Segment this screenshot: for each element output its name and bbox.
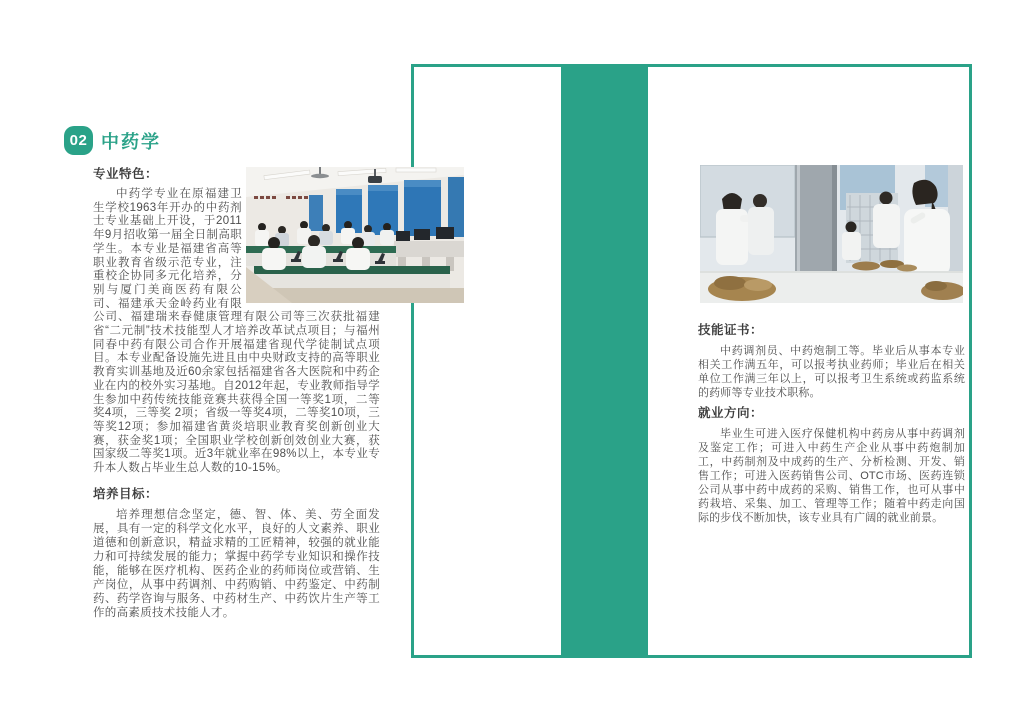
section-heading-features: 专业特色： <box>93 167 159 181</box>
right-text-column <box>698 322 965 530</box>
features-paragraph: 中药学专业在原福建卫生学校1963年开办的中药剂士专业基础上开设，于2011年9月招收第一届全日制高职学生。本专业是福建省高等职业教育省级示范专业，注重校企协同多元化培养，分别与厦门美商医药有限公司、福建承天金岭药业有限公司、福建瑞来春健康管理有限公司等三次获批福建省“二元制”技术技能型人才培养改革试点项目；与福州同春中药有限公司合作开展福建省现代学徒制试点项目。本专业配备设施先进且由中央财政支持的高等职业教育实训基地及近60余家包括福建省各大医院和中药企业在内的校外实习基地。自2012年起，专业教师指导学生参加中药传统技能竞赛共获得全国一等奖1项，二等奖4项，三等奖 2项；省级一等奖4项，二等奖10项，三等奖12项；参加福建省黄炎培职业教育奖创新创业大赛，获金奖1项；全国职业学校创新创效创业大赛，获国家级二等奖1项。近3年就业率在98%以上，本专业专升本人数占毕业生总人数的10-15%。 <box>93 188 380 475</box>
stainless-column <box>795 165 837 277</box>
section-heading-certificates: 技能证书： <box>698 323 764 337</box>
page-title: 中药学 <box>101 132 161 152</box>
lab-photo <box>700 165 963 303</box>
goals-paragraph: 培养理想信念坚定，德、智、体、美、劳全面发展，具有一定的科学文化水平，良好的人文素养、职业道德和创新意识，精益求精的工匠精神，较强的就业能力和可持续发展的能力；掌握中药学专业知识和操作技能，能够在医疗机构、医药企业的药师岗位或营销、生产岗位，从事中药调剂、中药购销、中药鉴定、中药制药、药学咨询与服务、中药材生产、中药饮片生产等工作的高素质技术技能人才。 <box>93 508 380 619</box>
features-text-wrap <box>93 188 380 476</box>
photo-float-spacer <box>242 188 380 301</box>
section-heading-careers: 就业方向： <box>698 406 764 420</box>
computer-workstations <box>394 227 464 271</box>
left-text-column <box>93 166 380 624</box>
section-heading-goals: 培养目标： <box>93 486 159 501</box>
spine-bar <box>561 64 648 658</box>
certificates-paragraph: 中药调剂员、中药炮制工等。毕业后从事本专业相关工作满五年，可以报考执业药师；毕业后在相关单位工作满三年以上，可以报考卫生系统或药监系统的药师等专业技术职称。 <box>698 345 965 399</box>
section-number-badge: 02 <box>64 126 93 155</box>
careers-paragraph: 毕业生可进入医疗保健机构中药房从事中药调剂及鉴定工作；可进入中药生产企业从事中药炮制加工，中药制剂及中成药的生产、分析检测、开发、销售工作；可进入医药销售公司、OTC市场、医药连锁公司从事中药中成药的采购、销售工作，也可从事中药栽培、采集、加工、管理等工作；随着中药走向国际的步伐不断加快，该专业具有广阔的就业前景。 <box>698 428 965 524</box>
